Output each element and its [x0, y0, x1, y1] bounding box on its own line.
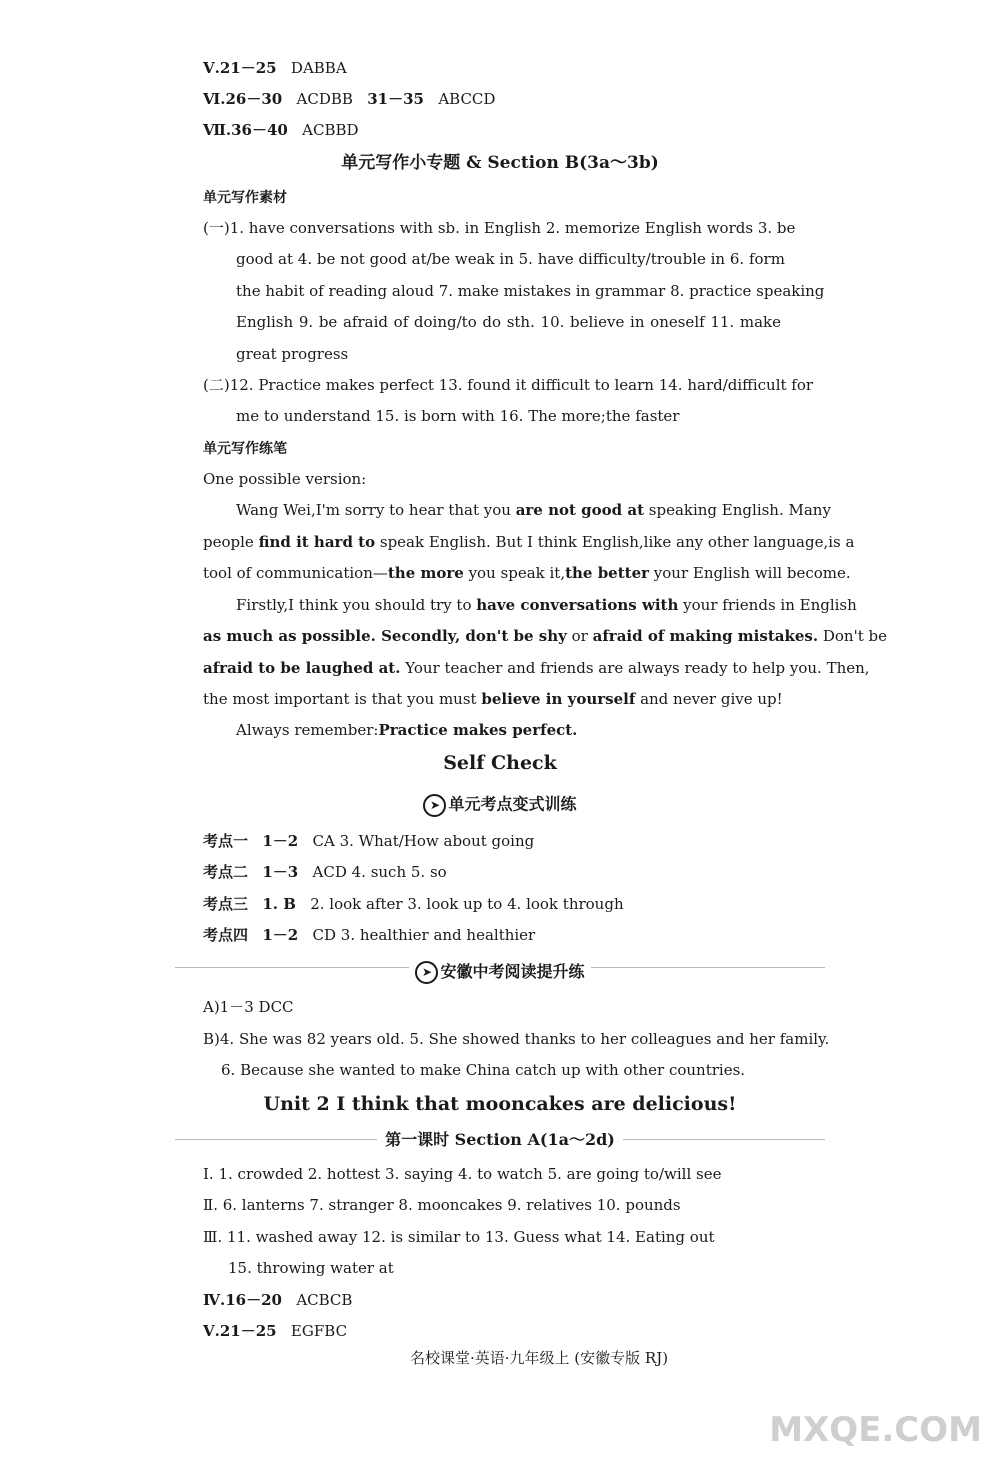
- answer-row-vii: Ⅶ.36－40 ACBBD: [203, 121, 359, 139]
- kaodian-row: 考点一 1－2 CA 3. What/How about going: [203, 832, 535, 850]
- kaodian-row: 考点二 1－3 ACD 4. such 5. so: [203, 863, 447, 881]
- lesson-heading: 第一课时 Section A(1a～2d): [0, 1130, 1000, 1150]
- part1-line: English 9. be afraid of doing/to do sth. 10. believe in oneself 11. make: [236, 313, 781, 331]
- unit2-row-v: Ⅴ.21－25 EGFBC: [203, 1322, 348, 1340]
- essay-line: Always remember:Practice makes perfect.: [236, 721, 578, 739]
- arrow-icon: ➤: [423, 794, 446, 817]
- answer-row-vi: Ⅵ.26－30 ACDBB 31－35 ABCCD: [203, 90, 496, 108]
- part1-line: great progress: [236, 345, 349, 363]
- part1-line: (一)1. have conversations with sb. in English 2. memorize English words 3. be: [203, 219, 796, 237]
- unit2-row-iv: Ⅳ.16－20 ACBCB: [203, 1291, 353, 1309]
- essay-line: as much as possible. Secondly, don't be shy or afraid of making mistakes. Don't be: [203, 627, 887, 645]
- essay-line: tool of communication—the more you speak it,the better your English will become.: [203, 564, 851, 582]
- arrow-icon: ➤: [415, 961, 438, 984]
- watermark: MXQE.COM: [769, 1410, 982, 1450]
- essay-line: afraid to be laughed at. Your teacher and friends are always ready to help you. Then,: [203, 659, 870, 677]
- reading-b: B)4. She was 82 years old. 5. She showed thanks to her colleagues and her family.: [203, 1030, 830, 1048]
- self-check-title: Self Check: [443, 752, 557, 774]
- kaodian-row: 考点四 1－2 CD 3. healthier and healthier: [203, 926, 536, 944]
- section-b-title: 单元写作小专题 & Section B(3a～3b): [341, 153, 659, 173]
- essay-line: Firstly,I think you should try to have conversations with your friends in English: [236, 596, 857, 614]
- part1-line: the habit of reading aloud 7. make mistakes in grammar 8. practice speaking: [236, 282, 825, 300]
- reading-a: A)1－3 DCC: [203, 998, 294, 1016]
- part2-line: me to understand 15. is born with 16. The more;the faster: [236, 407, 680, 425]
- unit2-title: Unit 2 I think that mooncakes are delicious!: [263, 1093, 737, 1115]
- unit2-row: 15. throwing water at: [228, 1259, 394, 1277]
- essay-line: the most important is that you must believe in yourself and never give up!: [203, 690, 783, 708]
- practice-heading: 单元写作练笔: [203, 441, 287, 457]
- material-heading: 单元写作素材: [203, 190, 287, 206]
- page-footer: 名校课堂·英语·九年级上 (安徽专版 RJ): [410, 1349, 669, 1367]
- part2-line: (二)12. Practice makes perfect 13. found it difficult to learn 14. hard/difficult for: [203, 376, 814, 394]
- reading-b: 6. Because she wanted to make China catch up with other countries.: [221, 1061, 746, 1079]
- answer-row-v: Ⅴ.21－25 DABBA: [203, 59, 347, 77]
- part1-line: good at 4. be not good at/be weak in 5. have difficulty/trouble in 6. form: [236, 250, 785, 268]
- kaodian-row: 考点三 1. B 2. look after 3. look up to 4. look through: [203, 895, 624, 913]
- essay-line: people find it hard to speak English. But I think English,like any other language,is a: [203, 533, 855, 551]
- version-label: One possible version:: [203, 470, 367, 488]
- unit2-row: Ⅱ. 6. lanterns 7. stranger 8. mooncakes 9. relatives 10. pounds: [203, 1196, 681, 1214]
- essay-line: Wang Wei,I'm sorry to hear that you are not good at speaking English. Many: [236, 501, 831, 519]
- drill-heading: ➤ 单元考点变式训练: [0, 794, 1000, 817]
- reading-heading: ➤ 安徽中考阅读提升练: [0, 961, 1000, 984]
- unit2-row: Ⅲ. 11. washed away 12. is similar to 13. Guess what 14. Eating out: [203, 1228, 715, 1246]
- unit2-row: Ⅰ. 1. crowded 2. hottest 3. saying 4. to watch 5. are going to/will see: [203, 1165, 722, 1183]
